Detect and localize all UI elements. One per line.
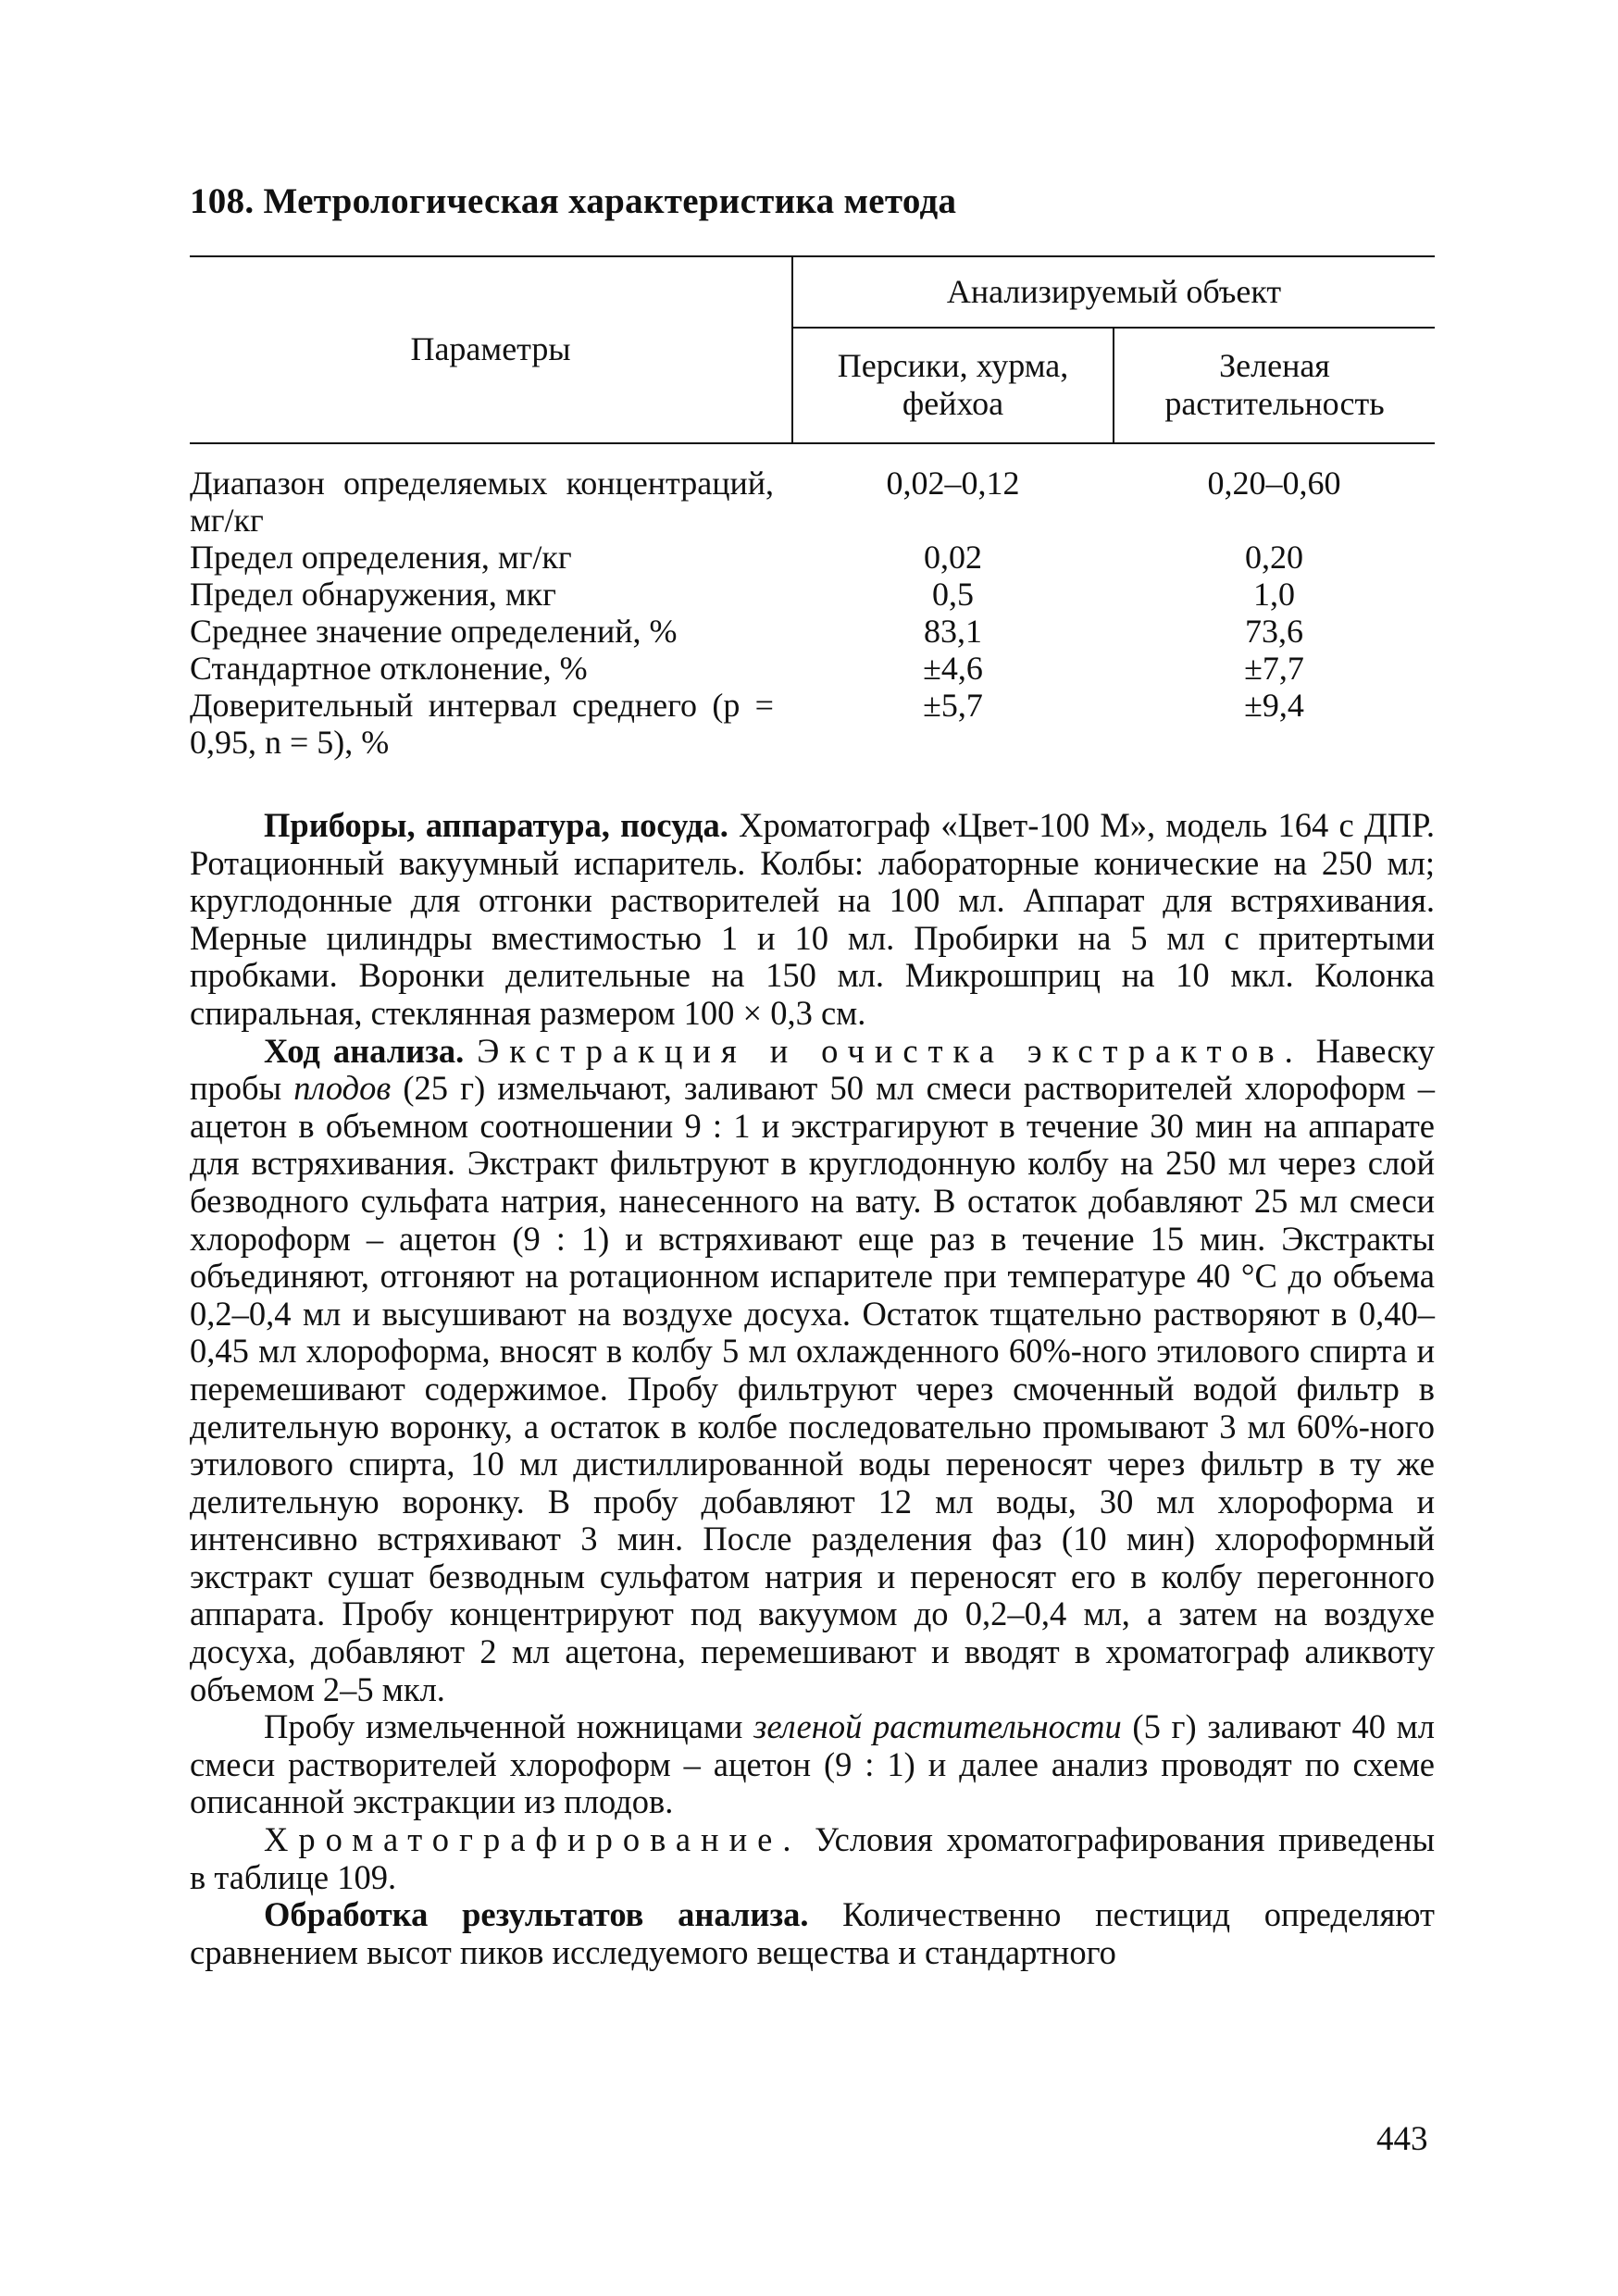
row-parameter: Предел обнаружения, мкг — [190, 576, 556, 613]
paragraph-text: (25 г) измельчают, заливают 50 мл смеси растворителей хлороформ – ацетон в объемном соотношении 9 : 1 и экстрагируют в течение 30 мин на аппарате для встряхивания. Экстракт фильтруют в круглодонную колбу на 250 мл через слой безводного сульфата натрия, нанесенного на вату. В остаток добавляют 25 мл смеси хлороформ – ацетон (9 : 1) и встряхивают еще раз в течение 15 мин. Экстракты объединяют, отгоняют на ротационном испарителе при температуре 40 °С до объема 0,2–0,4 мл и высушивают на воздухе досуха. Остаток тщательно растворяют в 0,40–0,45 мл хлороформа, вносят в колбу 5 мл охлажденного 60%-ного этилового спирта и перемешивают содержимое. Пробу фильтруют через смоченный водой фильтр в делительную воронку, а остаток в колбе последовательно промывают 3 мл 60%-ного этилового спирта, 10 мл дистиллированной воды переносят через фильтр в ту же делительную воронку. В пробу добавляют 12 мл воды, 30 мл хлороформа и интенсивно встряхивают 3 мин. После разделения фаз (10 мин) хлороформный экстракт сушат безводным сульфатом натрия и переносят его в колбу перегонного аппарата. Пробу концентрируют под вакуумом до 0,2–0,4 мл, а затем на воздухе досуха, добавляют 2 мл ацетона, перемешивают и вводят в хроматограф аликвоту объемом 2–5 мкл. — [190, 1069, 1435, 1708]
row-value-fruits: 0,5 — [932, 576, 974, 613]
table-row — [190, 576, 1435, 613]
body-text — [190, 807, 1435, 1971]
row-parameter: Предел определения, мг/кг — [190, 539, 572, 576]
column-header-analyzed-object: Анализируемый объект — [792, 256, 1435, 328]
row-parameter: Среднее значение определений, % — [190, 613, 678, 650]
column-header-parameters: Параметры — [190, 256, 792, 443]
column-header-greens: Зеленая растительность — [1114, 328, 1435, 443]
row-value-greens: 1,0 — [1253, 576, 1295, 613]
table-row — [190, 613, 1435, 650]
row-parameter: Стандартное отклонение, % — [190, 650, 588, 687]
row-value-greens: ±9,4 — [1244, 687, 1304, 724]
paragraph-text: Условия хроматографирования приведены в таблице 109. — [190, 1820, 1435, 1896]
paragraph-text: Количественно пестицид определяют сравнением высот пиков исследуемого вещества и стандартного — [190, 1895, 1435, 1971]
row-parameter: Доверительный интервал среднего (p = 0,95, n = 5), % — [190, 687, 774, 761]
row-value-fruits: ±4,6 — [923, 650, 983, 687]
paragraph-greens — [190, 1708, 1435, 1821]
paragraph-text: Навеску пробы — [190, 1031, 1436, 1108]
table-row — [190, 687, 1435, 761]
paragraph-procedure — [190, 1033, 1435, 1709]
paragraph-heading: Приборы, аппаратура, посуда. — [264, 806, 728, 844]
row-value-fruits: 83,1 — [924, 613, 982, 650]
paragraph-text: (5 г) заливают 40 мл смеси растворителей хлороформ – ацетон (9 : 1) и далее анализ проводят по схеме описанной экстракции из плодов. — [190, 1707, 1435, 1821]
paragraph-processing — [190, 1896, 1435, 1971]
table-caption: 108. Метрологическая характеристика метода — [190, 181, 957, 221]
row-value-greens: 0,20–0,60 — [1207, 465, 1341, 502]
spaced-subheading: Хроматографирование. — [264, 1820, 802, 1859]
row-value-greens: ±7,7 — [1244, 650, 1304, 687]
table-row — [190, 443, 1435, 539]
row-value-greens: 0,20 — [1245, 539, 1303, 576]
row-value-greens: 73,6 — [1245, 613, 1303, 650]
page-content — [190, 180, 1435, 1971]
paragraph-heading: Обработка результатов анализа. — [264, 1895, 809, 1934]
row-value-fruits: ±5,7 — [923, 687, 983, 724]
row-parameter: Диапазон определяемых концентраций, мг/кг — [190, 465, 774, 539]
row-value-fruits: 0,02–0,12 — [886, 465, 1020, 502]
paragraph-equipment — [190, 807, 1435, 1033]
italic-term: зеленой растительности — [753, 1707, 1122, 1746]
row-value-fruits: 0,02 — [924, 539, 982, 576]
metrology-table — [190, 255, 1435, 761]
paragraph-text: Пробу измельченной ножницами — [264, 1707, 754, 1746]
table-row — [190, 539, 1435, 576]
table-row — [190, 650, 1435, 687]
spaced-subheading: Экстракция и очистка экстрактов. — [477, 1031, 1303, 1070]
italic-term: плодов — [293, 1069, 392, 1108]
paragraph-chromatography — [190, 1821, 1435, 1896]
paragraph-heading: Ход анализа. — [264, 1031, 465, 1070]
page-number: 443 — [1376, 2120, 1428, 2158]
column-header-fruits: Персики, хурма, фейхоа — [792, 328, 1114, 443]
paragraph-text: Хроматограф «Цвет-100 М», модель 164 с ДПР. Ротационный вакуумный испаритель. Колбы: лабораторные конические на 250 мл; круглодонные для отгонки растворителей на 100 мл. Аппарат для встряхивания. Мерные цилиндры вместимостью 1 и 10 мл. Пробирки на 5 мл с притертыми пробками. Воронки делительные на 150 мл. Микрошприц на 10 мкл. Колонка спиральная, стеклянная размером 100 × 0,3 см. — [190, 806, 1435, 1032]
